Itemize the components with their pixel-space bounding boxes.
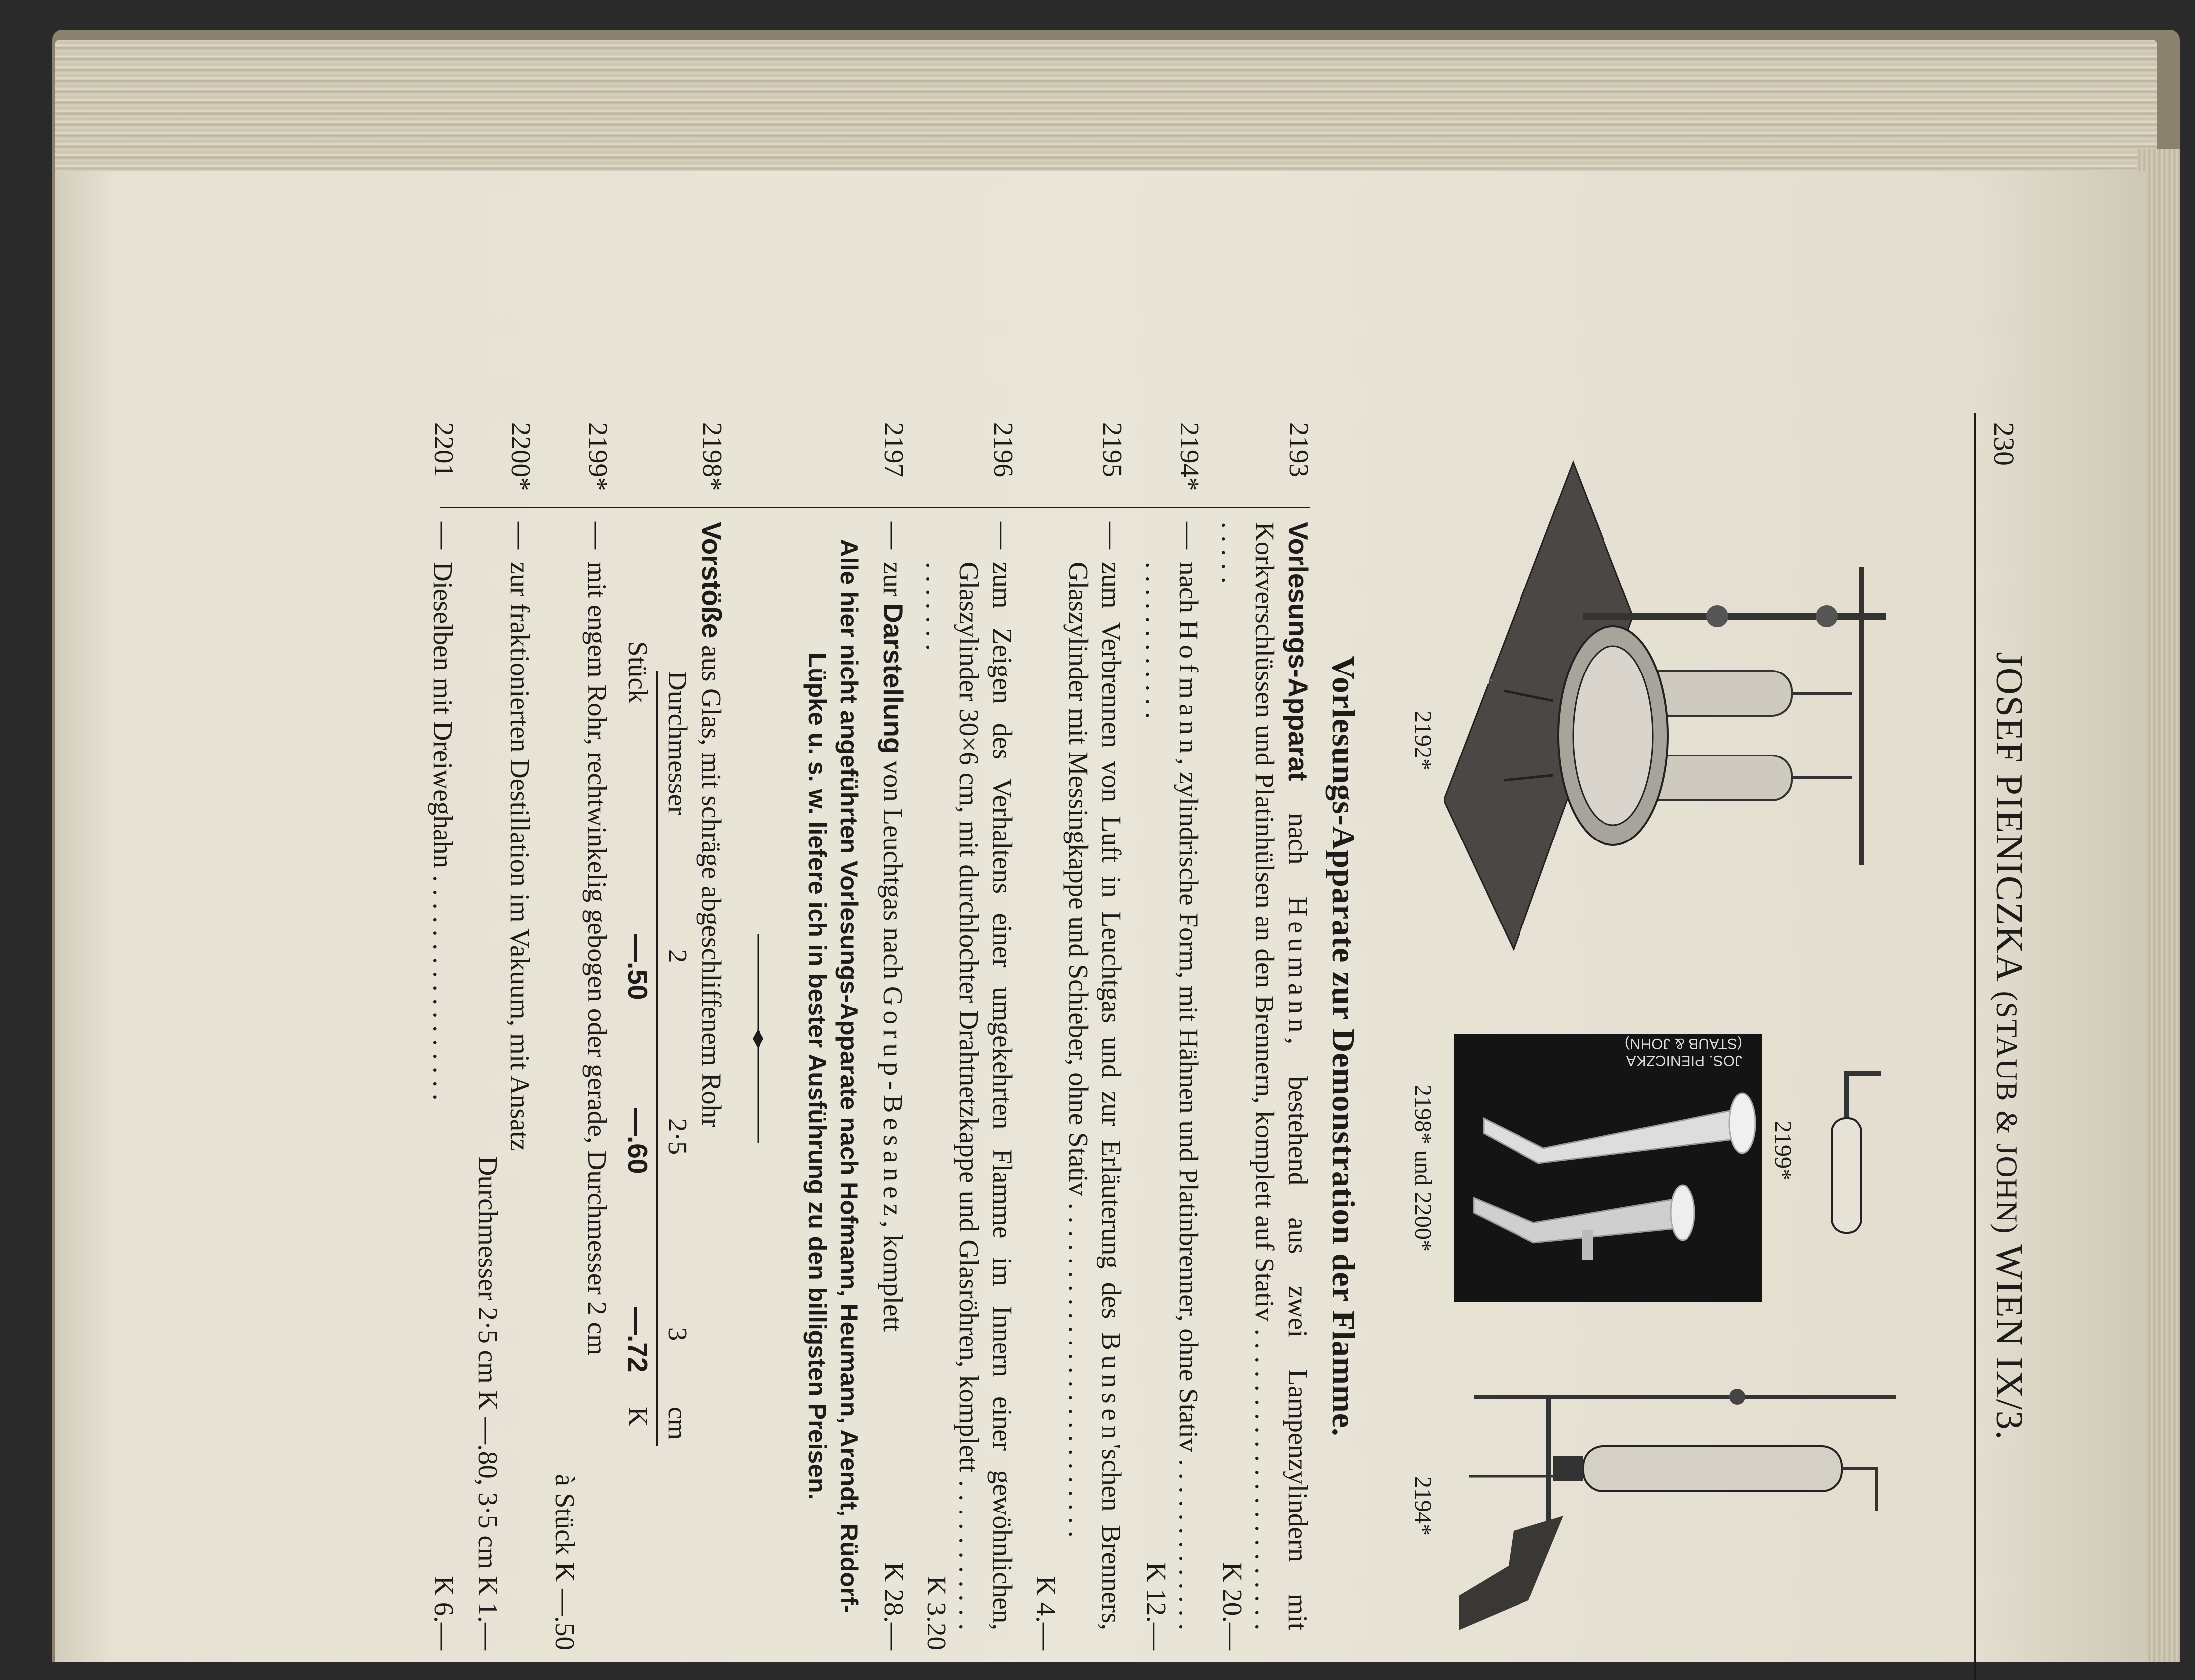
printed-page (271, 413, 2040, 1680)
page-number: 230 (1988, 422, 2020, 466)
entry-2195 (1062, 562, 1128, 1630)
publisher-location: WIEN IX/3. (1988, 1244, 2030, 1441)
item-number-2193: 2193 (1284, 422, 1314, 477)
entry-2198-intro: aus Glas, mit schräge abgeschliffenem Rohr (696, 638, 727, 1128)
entry-2195-dash: — (1098, 522, 1128, 549)
publisher-name: JOSEF PIENICZKA (1988, 652, 2030, 981)
entry-2201-dash: — (429, 522, 459, 549)
entry-2200: zur fraktionierten Destillation im Vakuum, mit Ansatz (505, 562, 535, 1151)
entry-2194-text-a: nach (1174, 562, 1204, 620)
entry-2197-price: K 28.— (879, 1562, 909, 1650)
entry-2194-price: K 12.— (1141, 1562, 1172, 1650)
item-number-2195: 2195 (1098, 422, 1128, 477)
entry-2196-dash: — (988, 522, 1018, 549)
page-header (1987, 413, 2030, 1680)
item-number-2199: 2199* (583, 422, 613, 491)
tube-2199-illustration (1807, 1064, 1891, 1238)
entry-2193-text-a: nach (1283, 781, 1313, 897)
entry-2201: Dieselben mit Dreiweghahn . . . . . . . . . . . . . . . . . (428, 562, 458, 1101)
entry-2197 (876, 562, 910, 1506)
table-row-label: Stück (623, 641, 653, 704)
entry-2200-dash: — (506, 522, 536, 549)
apparatus-2194-illustration (1444, 1382, 1906, 1640)
entry-2195-price: K 4.— (1031, 1576, 1061, 1650)
fig-2198-caption: 2198* und 2200* (1410, 1085, 1436, 1252)
photo-label-line1: JOS. PIENICZKA (1626, 1052, 1742, 1069)
photo-label-line2: (STAUB & JOHN) (1624, 1035, 1742, 1052)
section-title: Vorlesungs-Apparate zur Demonstration der Flamme. (1325, 656, 1361, 1437)
entry-2198 (695, 522, 728, 1630)
entry-2193 (1215, 522, 1315, 1630)
table-header-3: 3 (663, 1327, 693, 1341)
entry-2197-text-b: , komplett (878, 1220, 908, 1332)
entry-2194-name: Hofmann (1174, 620, 1204, 758)
entry-2196-text: zum Zeigen des Verhaltens einer umgekehrten Flamme im Innern einer gewöhnlichen, Glaszylinder 30×6 cm, mit durchlochter Drahtnetzkappe und Glasröhren, komplett . . . . . . . . . . . . . . . . . . (921, 562, 1017, 1630)
vorstoss-glass-icon (1454, 1034, 1762, 1302)
book-page (55, 171, 2147, 1662)
apparatus-2192-illustration (1444, 452, 1891, 999)
entry-2194-text-b: , zylindrische Form, mit Hähnen und Platinbrenner, ohne Stativ . . . . . . . . . . . . . . . . . . . . . . . . . (1140, 562, 1204, 1630)
table-header-unit: cm (663, 1407, 693, 1440)
entry-2196 (919, 562, 1019, 1630)
svg-text:+: + (1480, 676, 1497, 684)
ornament-divider (751, 934, 765, 1143)
item-number-2194: 2194* (1175, 422, 1205, 491)
table-price-25: —.60 (622, 1108, 653, 1174)
number-column-rule (440, 507, 1310, 508)
diameter-table (619, 641, 693, 1446)
item-number-2200: 2200* (506, 422, 536, 491)
entry-2201-price: K 6.— (429, 1576, 459, 1650)
entry-2197-name: Gorup-Besanez (878, 986, 908, 1221)
table-header-2: 2 (663, 949, 693, 963)
table-header-label: Durchmesser (663, 671, 693, 816)
entry-2193-price: K 20.— (1217, 1562, 1248, 1650)
entry-2197-bold: Darstellung (878, 603, 909, 754)
entry-2200-price: Durchmesser 2·5 cm K —.80, 3·5 cm K 1.— (473, 1156, 503, 1650)
header-rule (1974, 413, 1976, 1680)
entry-2197-text-mid: von Leuchtgas nach (878, 754, 908, 986)
fig-2194-caption: 2194* (1410, 1476, 1436, 1536)
entry-2199-price: à Stück K —.50 (550, 1474, 580, 1650)
item-number-2196: 2196 (988, 422, 1018, 477)
entry-2193-title: Vorlesungs-Apparat (1283, 522, 1314, 781)
table-rule (656, 671, 658, 1446)
entry-2197-dash: — (879, 522, 909, 549)
table-price-3: —.72 (622, 1307, 653, 1373)
item-number-2197: 2197 (879, 422, 909, 477)
item-number-2198: 2198* (697, 422, 728, 491)
entry-2196-price: K 3.20 (922, 1576, 952, 1650)
table-price-2: —.50 (622, 934, 653, 1000)
entry-2198-title: Vorstöße (696, 522, 727, 639)
vorstoss-photo (1454, 1034, 1762, 1302)
entry-2194 (1139, 562, 1205, 1630)
entry-2199-dash: — (583, 522, 613, 549)
table-price-unit: K (623, 1407, 653, 1427)
entry-2193-name: Heumann (1283, 896, 1313, 1038)
entry-2197-text-a: zur (878, 562, 908, 603)
photo-label (1625, 1035, 1742, 1069)
notice-text: Alle hier nicht angeführten Vorlesungs-Apparate nach Hofmann, Heumann, Arendt, Rüdorf-Lüpke u. s. w. liefere ich in bester Ausführung zu den billigsten Preisen. (803, 539, 863, 1613)
entry-2194-dash: — (1175, 522, 1205, 549)
table-header-25: 2·5 (663, 1118, 693, 1155)
entry-2195-name: Bunsen (1097, 1332, 1127, 1444)
entry-2193-text-b: , bestehend aus zwei Lampenzylindern mit Korkverschlüssen und Platinhülsen an den Brennern, komplett auf Stativ . . . . . . . . . . . . . . . . . . . . . . . . . . . (1216, 522, 1313, 1630)
fig-2199-caption: 2199* (1770, 1121, 1796, 1180)
fig-2192-caption: 2192* (1410, 711, 1436, 770)
entry-2199: mit engem Rohr, rechtwinkelig gebogen oder gerade, Durchmesser 2 cm (582, 562, 612, 1355)
item-number-2201: 2201 (429, 422, 459, 477)
publisher-paren: (STAUB & JOHN) (1990, 991, 2023, 1235)
entry-2195-text-b: 'schen Brenners, Glaszylinder mit Messingkappe und Schieber, ohne Stativ . . . . . . . . . . . . . . . . . . . . . . . . . (1063, 562, 1127, 1630)
entry-2195-text-a: zum Verbrennen von Luft in Leuchtgas und zur Erläuterung des (1097, 562, 1127, 1333)
